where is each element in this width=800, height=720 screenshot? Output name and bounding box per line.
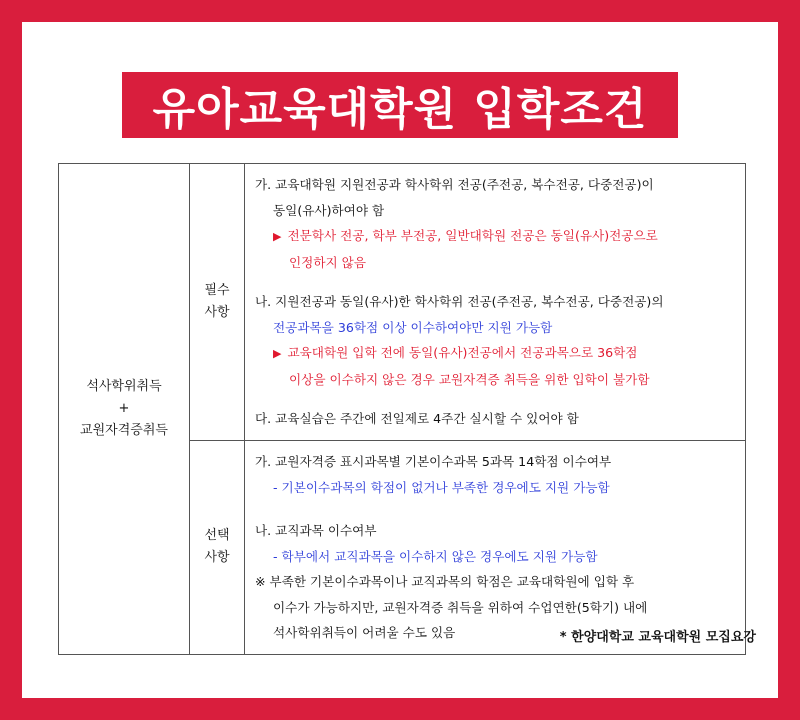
triangle-marker-icon: ▶ <box>273 347 282 361</box>
optional-ga-line: 가. 교원자격증 표시과목별 기본이수과목 5과목 14학점 이수여부 <box>255 454 612 469</box>
optional-content <box>245 441 746 655</box>
required-ga-note-text1: 전문학사 전공, 학부 부전공, 일반대학원 전공은 동일(유사)전공으로 <box>287 228 658 244</box>
required-label-line1: 필수 <box>204 283 230 298</box>
optional-note-line2: 이수가 가능하지만, 교원자격증 취득을 위하여 수업연한(5학기) 내에 <box>273 599 648 615</box>
required-na-note-line1 <box>255 340 735 367</box>
required-na-note-line2: 이상을 이수하지 않은 경우 교원자격증 취득을 위한 입학이 불가함 <box>289 371 650 387</box>
optional-na-sub: - 학부에서 교직과목을 이수하지 않은 경우에도 지원 가능함 <box>273 548 598 564</box>
admission-requirements-table <box>58 163 746 655</box>
required-row <box>59 164 746 441</box>
optional-note-line3: 석사학위취득이 어려울 수도 있음 <box>273 625 456 640</box>
category-line-certificate: 교원자격증취득 <box>80 422 168 438</box>
required-label-line2: 사항 <box>204 305 230 320</box>
page-title: 유아교육대학원 입학조건 <box>122 72 678 138</box>
category-cell <box>59 164 190 655</box>
category-line-plus: + <box>118 400 130 416</box>
optional-na-line: 나. 교직과목 이수여부 <box>255 523 377 538</box>
required-ga-line2: 동일(유사)하여야 함 <box>273 202 385 218</box>
required-ga-note-line2: 인정하지 않음 <box>289 254 366 270</box>
required-ga-note-line1 <box>255 223 735 250</box>
optional-label-line2: 사항 <box>204 550 230 566</box>
source-note: * 한양대학교 교육대학원 모집요강 <box>559 630 756 645</box>
category-line-degree: 석사학위취득 <box>86 378 162 394</box>
required-na-line1: 나. 지원전공과 동일(유사)한 학사학위 전공(주전공, 복수전공, 다중전공)의 <box>255 294 664 310</box>
required-label-cell <box>190 164 245 441</box>
required-da-line: 다. 교육실습은 주간에 전일제로 4주간 실시할 수 있어야 함 <box>255 411 579 427</box>
optional-label-line1: 선택 <box>204 528 230 544</box>
triangle-marker-icon: ▶ <box>273 230 282 244</box>
required-ga-line1: 가. 교육대학원 지원전공과 학사학위 전공(주전공, 복수전공, 다중전공)이 <box>255 177 654 193</box>
required-content <box>245 164 746 441</box>
optional-ga-sub: - 기본이수과목의 학점이 없거나 부족한 경우에도 지원 가능함 <box>273 479 610 495</box>
optional-label-cell <box>190 441 245 655</box>
required-na-note-text1: 교육대학원 입학 전에 동일(유사)전공에서 전공과목으로 36학점 <box>287 345 638 361</box>
required-na-line2: 전공과목을 36학점 이상 이수하여야만 지원 가능함 <box>273 319 553 335</box>
optional-note-line1: ※ 부족한 기본이수과목이나 교직과목의 학점은 교육대학원에 입학 후 <box>255 574 635 589</box>
